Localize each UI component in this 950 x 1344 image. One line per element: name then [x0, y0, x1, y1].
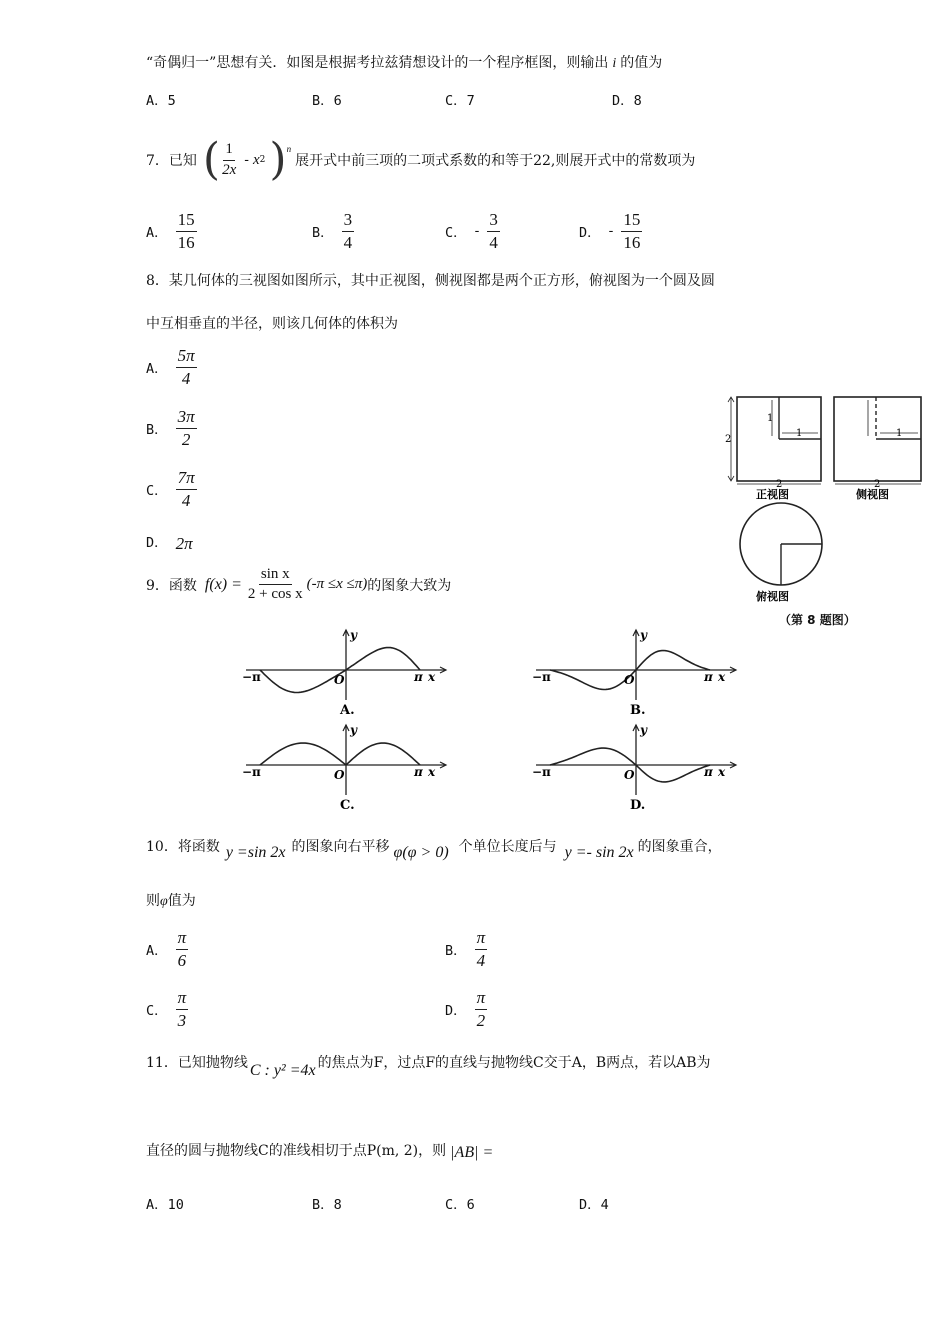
q9-number: 9．函数 [146, 577, 197, 594]
q10-b-den: 4 [476, 950, 486, 970]
q6-var: i [612, 56, 617, 71]
q8-option-d [146, 528, 193, 554]
front-view-label: 正视图 [756, 488, 789, 501]
q9-graph-c-y-label: y [350, 723, 357, 737]
q7-option-d-frac [621, 210, 642, 252]
q7-number: 7．已知 [146, 153, 197, 169]
q8-option-c [146, 468, 197, 510]
q9-domain: (-π ≤x ≤π) [306, 576, 368, 593]
q8-line1: 8．某几何体的三视图如图所示，其中正视图，侧视图都是两个正方形，俯视图为一个圆及圆 [146, 273, 715, 289]
q8-option-c-frac [176, 468, 197, 510]
front-dim-1-horiz: 1 [796, 428, 803, 439]
q7-option-b [312, 210, 354, 252]
q11-option-b: B．8 [312, 1197, 342, 1213]
q7-option-b-letter: B． [312, 225, 334, 242]
q10-option-d-letter: D． [445, 1003, 467, 1020]
q7-option-a-frac [176, 210, 197, 252]
q9-graph-a-label: A. [340, 703, 355, 718]
q7-d-den: 16 [623, 232, 641, 252]
q11-number: 11．已知抛物线 [146, 1055, 248, 1071]
front-view [725, 397, 821, 501]
q9-graph-a-origin: O [334, 673, 345, 687]
q7-frac-num: 1 [223, 141, 235, 160]
q9-graph-d-label: D. [630, 798, 646, 813]
q9-graph-b-x-label: x [718, 670, 726, 684]
q8-a-den: 4 [181, 368, 191, 388]
q8-option-d-value: 2π [175, 534, 193, 553]
q7-option-c-frac [487, 210, 500, 252]
q9-graph-a [242, 628, 446, 718]
q9-graph-d-origin: O [624, 768, 635, 782]
q8-c-den: 4 [181, 490, 191, 510]
q7-option-d-letter: D． [579, 225, 601, 242]
q9-graph-b-pi: π [704, 670, 713, 684]
q8-option-a-frac [176, 346, 197, 388]
q8-b-den: 2 [181, 429, 191, 449]
q10-d-den: 2 [476, 1010, 486, 1030]
q7-option-c [445, 210, 500, 252]
q9-fx: f(x) = [204, 575, 242, 593]
q10-option-c [146, 988, 188, 1030]
q7-option-a [146, 210, 197, 252]
q6-option-b: B．6 [312, 93, 342, 109]
side-dim-1: 1 [896, 428, 903, 439]
q9-graph-d [532, 723, 736, 813]
q8-option-b-letter: B． [146, 422, 168, 439]
q6-stem-end: 的值为 [620, 55, 663, 71]
q8-c-num: 7π [176, 468, 197, 490]
q9-graph-b-neg-pi: −π [532, 670, 551, 684]
q7-option-c-letter: C． [445, 225, 467, 242]
q10-d-num: π [475, 988, 488, 1010]
q10-option-b-letter: B． [445, 943, 467, 960]
q6-option-a: A．5 [146, 93, 176, 109]
q7-b-den: 4 [343, 232, 353, 252]
side-dim-2: 2 [874, 479, 881, 490]
q10-func2: y =- sin 2x [564, 844, 634, 861]
q7-option-d [579, 210, 642, 252]
q10-option-d-frac [475, 988, 488, 1030]
q10-option-d [445, 988, 487, 1030]
q11-abs: |AB| = [450, 1144, 494, 1161]
q9-graph-d-x-label: x [718, 765, 726, 779]
q7-c-den: 4 [489, 232, 498, 252]
front-dim-2-bottom: 2 [776, 479, 783, 490]
front-dim-1-vert: 1 [767, 413, 774, 424]
q8-option-a [146, 346, 197, 388]
q10-option-a-letter: A． [146, 943, 168, 960]
q8-three-view-figure [718, 388, 903, 638]
q9-graph-b-origin: O [624, 673, 635, 687]
q9-graph-a-neg-pi: −π [242, 670, 261, 684]
q9-graph-options [238, 628, 748, 818]
q10-option-c-letter: C． [146, 1003, 168, 1020]
q11-option-d: D．4 [579, 1197, 609, 1213]
q7-fraction [220, 141, 238, 179]
q9-graph-d-neg-pi: −π [532, 765, 551, 779]
q9-graph-c-x-label: x [428, 765, 436, 779]
q7-right-paren: ) [269, 134, 287, 185]
q10-stem [146, 830, 722, 862]
q7-exponent: n [286, 144, 292, 154]
q9-graph-c-pi: π [414, 765, 423, 779]
q8-option-c-letter: C． [146, 483, 168, 500]
q11-line2 [146, 1138, 493, 1162]
q6-stem-text: “奇偶归一”思想有关．如图是根据考拉兹猜想设计的一个程序框图，则输出 [146, 55, 609, 71]
q9-graph-b [532, 628, 736, 718]
side-view-label: 侧视图 [856, 488, 889, 501]
q10-number: 10．将函数 [146, 839, 220, 855]
q10-mid2: 个单位长度后与 [458, 839, 557, 855]
q7-option-c-sign: - [474, 223, 480, 240]
q6-option-c: C．7 [445, 93, 475, 109]
q7-option-d-sign: - [608, 223, 614, 240]
q7-text: 展开式中前三项的二项式系数的和等于22,则展开式中的常数项为 [295, 153, 696, 169]
q8-option-a-letter: A． [146, 361, 168, 378]
q8-line2: 中互相垂直的半径，则该几何体的体积为 [146, 316, 398, 332]
q8-a-num: 5π [176, 346, 197, 368]
q10-end: 的图象重合， [637, 839, 722, 855]
side-view [834, 397, 921, 501]
q10-option-c-frac [176, 988, 189, 1030]
q7-x: x [253, 151, 260, 168]
q7-option-b-frac [342, 210, 355, 252]
q8-option-b-frac [176, 407, 197, 449]
q7-c-num: 3 [487, 210, 500, 232]
q7-square: 2 [259, 155, 266, 165]
top-view [740, 503, 822, 603]
q8-figure-caption: （第 8 题图） [779, 613, 856, 627]
q10-c-num: π [176, 988, 189, 1010]
q7-option-a-letter: A． [146, 225, 168, 242]
q10-option-a [146, 928, 188, 970]
q10-mid: 的图象向右平移 [291, 839, 390, 855]
q7-d-num: 15 [621, 210, 642, 232]
q9-graph-c-curve [260, 743, 420, 765]
q11-option-a: A．10 [146, 1197, 184, 1213]
q8-b-num: 3π [176, 407, 197, 429]
q11-stem [146, 1052, 711, 1080]
q9-fraction [246, 566, 305, 604]
q10-line2 [146, 890, 196, 910]
q9-graph-a-y-label: y [350, 628, 357, 642]
q7-left-paren: ( [202, 134, 221, 185]
q8-option-d-letter: D． [146, 535, 168, 551]
q7-b-num: 3 [342, 210, 355, 232]
q7-frac-den: 2x [222, 161, 237, 178]
q10-line2-b: 值为 [167, 893, 196, 909]
q10-a-den: 6 [177, 950, 187, 970]
q9-graph-c-origin: O [334, 768, 345, 782]
q9-graph-c [242, 723, 446, 813]
q9-graph-d-pi: π [704, 765, 713, 779]
q10-line2-phi: φ [160, 894, 168, 909]
q10-phi: φ(φ > 0) [393, 844, 449, 861]
q10-option-b-frac [475, 928, 488, 970]
q9-graph-a-pi: π [414, 670, 423, 684]
q9-stem [146, 566, 451, 604]
q9-graph-b-y-label: y [640, 628, 647, 642]
q7-stem [146, 134, 696, 185]
q10-b-num: π [475, 928, 488, 950]
front-dim-2-left: 2 [725, 434, 732, 445]
q9-text: 的图象大致为 [367, 577, 452, 594]
q11-line2-text: 直径的圆与抛物线C的准线相切于点P(m, 2)，则 [146, 1143, 447, 1159]
q9-frac-num: sin x [259, 566, 292, 585]
q8-option-b [146, 407, 197, 449]
q9-graph-c-label: C. [340, 798, 355, 813]
q10-c-den: 3 [177, 1010, 187, 1030]
q7-a-den: 16 [177, 232, 195, 252]
q9-graph-b-label: B. [630, 703, 646, 718]
q7-minus: - [244, 152, 249, 168]
q10-option-b [445, 928, 487, 970]
q11-rest: 的焦点为F，过点F的直线与抛物线C交于A，B两点，若以AB为 [317, 1055, 711, 1071]
q9-graph-d-y-label: y [640, 723, 647, 737]
q10-a-num: π [176, 928, 189, 950]
q6-stem [146, 52, 662, 72]
top-view-label: 俯视图 [756, 590, 789, 603]
q10-line2-a: 则 [146, 893, 160, 909]
q10-func1: y =sin 2x [225, 844, 286, 861]
q11-curve: C : y² =4x [249, 1062, 316, 1079]
q9-graph-a-x-label: x [428, 670, 436, 684]
q7-a-num: 15 [176, 210, 197, 232]
q9-graph-c-neg-pi: −π [242, 765, 261, 779]
q6-option-d: D．8 [612, 93, 642, 109]
q10-option-a-frac [176, 928, 189, 970]
q11-option-c: C．6 [445, 1197, 475, 1213]
q9-frac-den: 2 + cos x [247, 586, 303, 603]
